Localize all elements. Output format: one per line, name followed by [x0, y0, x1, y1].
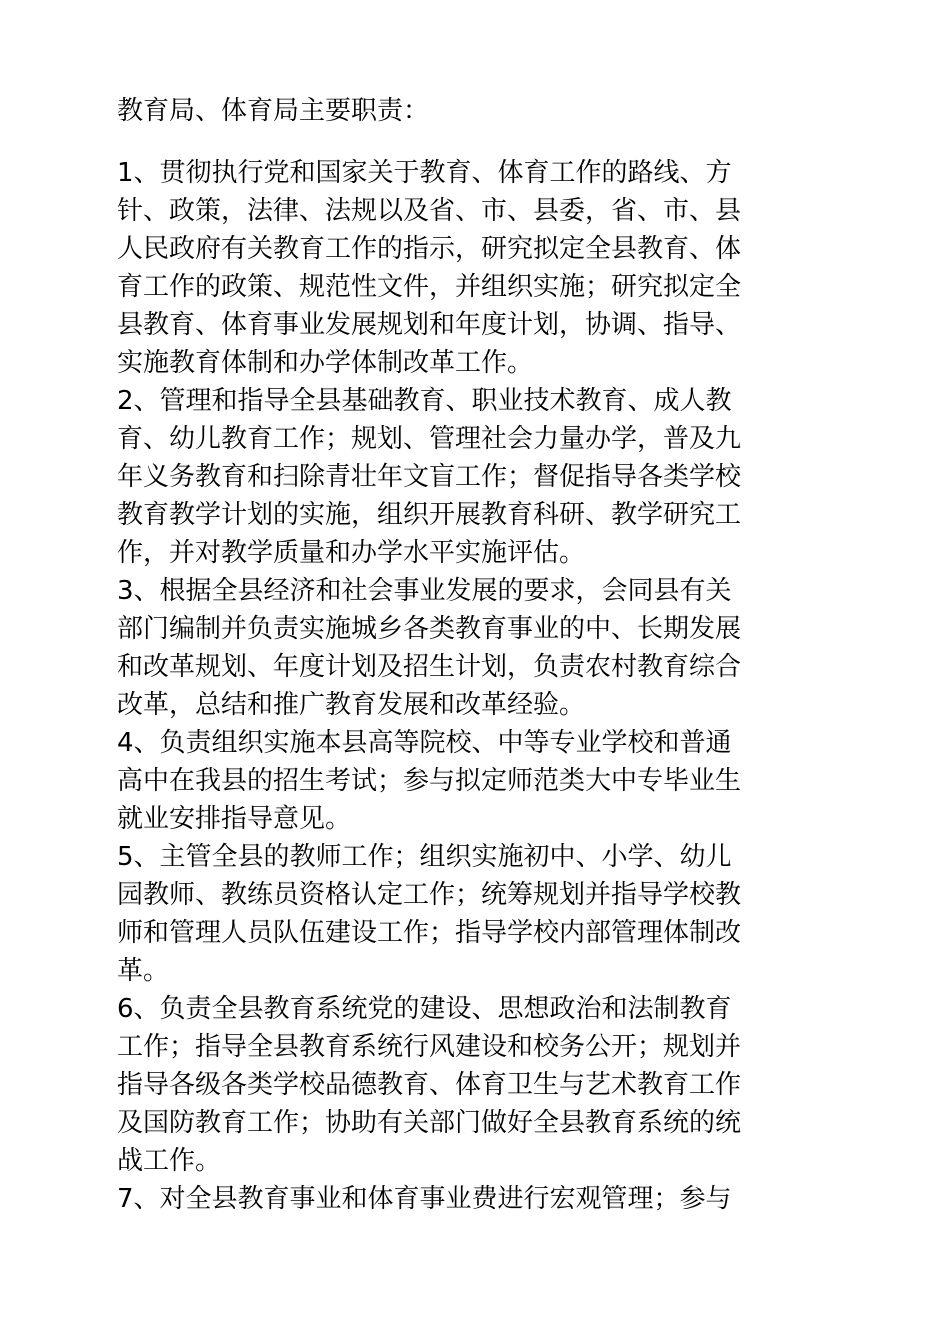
text-line: 及国防教育工作；协助有关部门做好全县教育系统的统 [117, 1108, 742, 1138]
document-heading: 教育局、体育局主要职责： [117, 96, 430, 126]
text-line: 针、政策，法律、法规以及省、市、县委，省、市、县 [117, 196, 742, 226]
text-line: 2、管理和指导全县基础教育、职业技术教育、成人教 [117, 386, 732, 416]
duty-item-2 [117, 382, 829, 572]
duty-item-4 [117, 724, 829, 838]
duty-item-3 [117, 572, 829, 724]
text-line: 4、负责组织实施本县高等院校、中等专业学校和普通 [117, 728, 732, 758]
duty-item-7 [117, 1180, 829, 1218]
text-line: 5、主管全县的教师工作；组织实施初中、小学、幼儿 [117, 842, 732, 872]
text-line: 实施教育体制和办学体制改革工作。 [117, 348, 534, 378]
text-line: 年义务教育和扫除青壮年文盲工作；督促指导各类学校 [117, 462, 742, 492]
text-line: 战工作。 [117, 1146, 222, 1176]
text-line: 高中在我县的招生考试；参与拟定师范类大中专毕业生 [117, 766, 742, 796]
text-line: 工作；指导全县教育系统行风建设和校务公开；规划并 [117, 1032, 742, 1062]
text-line: 3、根据全县经济和社会事业发展的要求，会同县有关 [117, 576, 732, 606]
text-line: 指导各级各类学校品德教育、体育卫生与艺术教育工作 [117, 1070, 742, 1100]
text-line: 1、贯彻执行党和国家关于教育、体育工作的路线、方 [117, 158, 732, 188]
duty-item-5 [117, 838, 829, 990]
text-line: 育、幼儿教育工作；规划、管理社会力量办学，普及九 [117, 424, 742, 454]
text-line: 6、负责全县教育系统党的建设、思想政治和法制教育 [117, 994, 732, 1024]
duty-item-1 [117, 154, 829, 382]
text-line: 县教育、体育事业发展规划和年度计划，协调、指导、 [117, 310, 742, 340]
text-line: 改革，总结和推广教育发展和改革经验。 [117, 690, 586, 720]
duty-item-6 [117, 990, 829, 1180]
text-line: 就业安排指导意见。 [117, 804, 352, 834]
text-line: 园教师、教练员资格认定工作；统筹规划并指导学校教 [117, 880, 742, 910]
text-line: 人民政府有关教育工作的指示，研究拟定全县教育、体 [117, 234, 742, 264]
text-line: 部门编制并负责实施城乡各类教育事业的中、长期发展 [117, 614, 742, 644]
text-line: 和改革规划、年度计划及招生计划，负责农村教育综合 [117, 652, 742, 682]
text-line: 教育教学计划的实施，组织开展教育科研、教学研究工 [117, 500, 742, 530]
text-line: 革。 [117, 956, 170, 986]
text-line: 育工作的政策、规范性文件，并组织实施；研究拟定全 [117, 272, 742, 302]
text-line: 7、对全县教育事业和体育事业费进行宏观管理；参与 [117, 1184, 732, 1214]
text-line: 作，并对教学质量和办学水平实施评估。 [117, 538, 586, 568]
text-line: 师和管理人员队伍建设工作；指导学校内部管理体制改 [117, 918, 742, 948]
document-page [117, 92, 829, 1218]
